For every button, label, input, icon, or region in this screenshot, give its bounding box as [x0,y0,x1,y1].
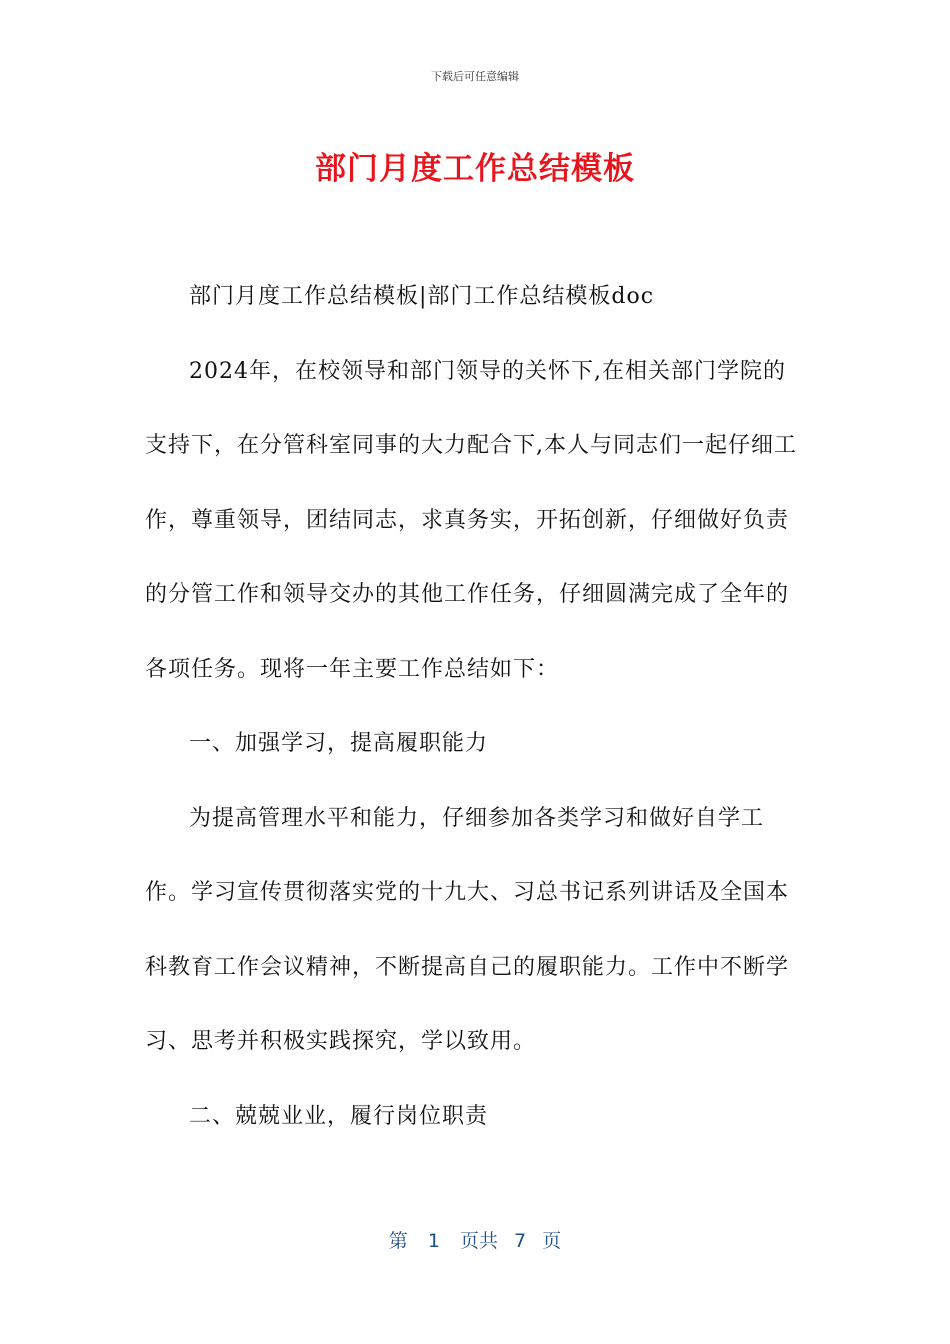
page-footer [0,1226,950,1253]
paragraph-subtitle: 部门月度工作总结模板|部门工作总结模板doc [189,284,655,309]
document-body [145,260,805,1154]
footer-label-end: 页 [542,1230,562,1252]
document-title: 部门月度工作总结模板 [315,151,635,187]
header-note: 下载后可任意编辑 [431,70,519,83]
footer-label-page: 第 [388,1230,408,1252]
section-heading-2: 二、兢兢业业，履行岗位职责 [189,1103,489,1129]
footer-label-total: 页共 [459,1230,498,1252]
footer-total-pages: 7 [514,1230,527,1252]
footer-current-page: 1 [427,1230,440,1252]
section-heading-1: 一、加强学习，提高履职能力 [189,731,489,756]
paragraph-section-1: 为提高管理水平和能力，仔细参加各类学习和做好自学工作。学习宣传贯彻落实党的十九大、习总书记系列讲话及全国本科教育工作会议精神，不断提高自己的履职能力。工作中不断学习、思考并积极实践探究，学以致用。 [145,805,790,1054]
paragraph-intro: 2024年，在校领导和部门领导的关怀下,在相关部门学院的支持下，在分管科室同事的大力配合下,本人与同志们一起仔细工作，尊重领导，团结同志，求真务实，开拓创新，仔细做好负责的分管工作和领导交办的其他工作任务，仔细圆满完成了全年的各项任务。现将一年主要工作总结如下： [145,358,797,682]
